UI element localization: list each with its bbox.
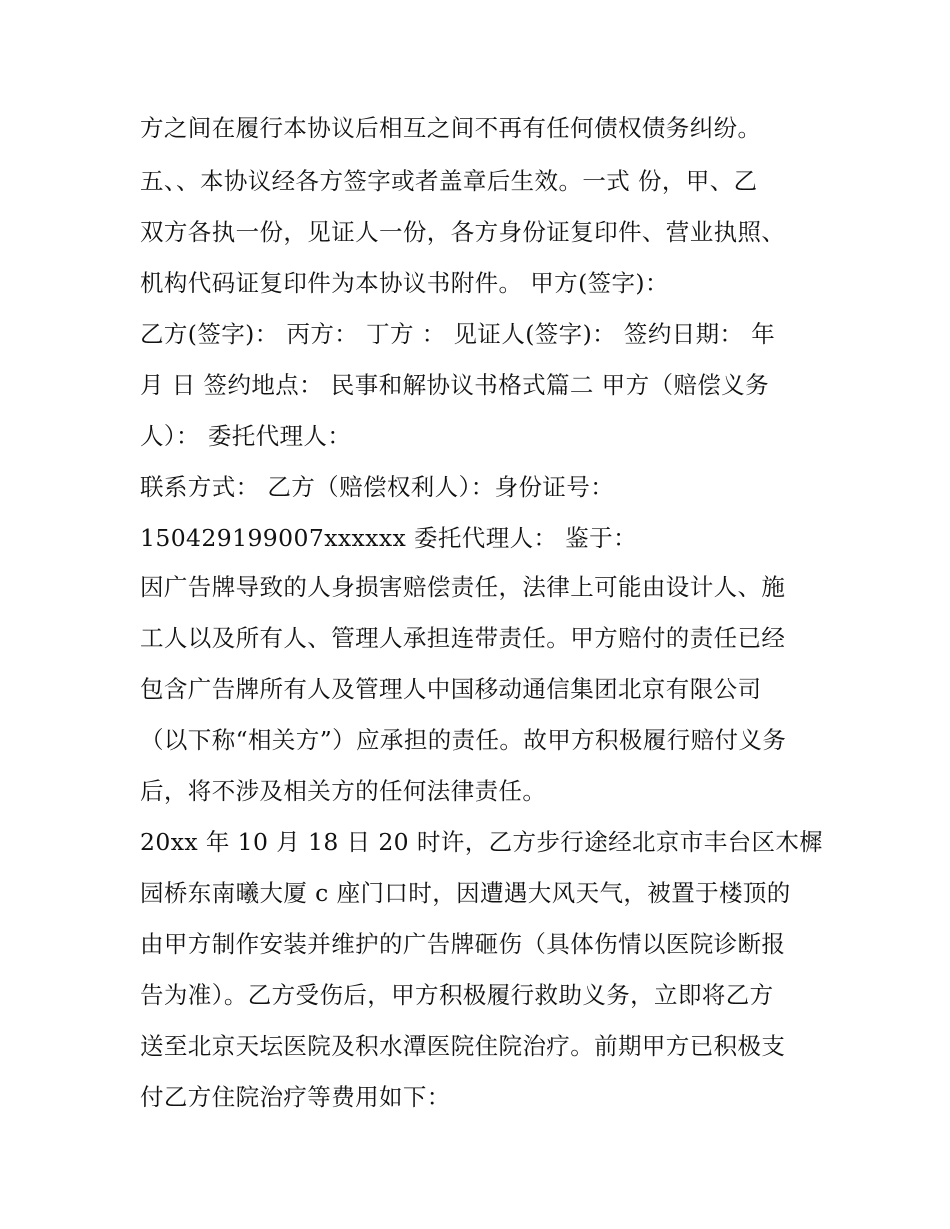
text-line: 机构代码证复印件为本协议书附件。 甲方(签字)： (140, 269, 669, 297)
text-line: 园桥东南曦大厦 c 座门口时，因遭遇大风天气，被置于楼顶的 (140, 879, 791, 907)
text-line: 人）： 委托代理人： (140, 422, 352, 450)
text-line: 因广告牌导致的人身损害赔偿责任，法律上可能由设计人、施 (140, 573, 786, 601)
text-line: 送至北京天坛医院及积水潭医院住院治疗。前期甲方已积极支 (140, 1032, 786, 1060)
text-line: 乙方(签字)： 丙方： 丁方 ： 见证人(签字)： 签约日期： 年 (140, 320, 776, 348)
text-line: 后，将不涉及相关方的任何法律责任。 (140, 777, 547, 805)
text-line: 联系方式： 乙方（赔偿权利人）：身份证号： (140, 473, 615, 501)
text-line: 包含广告牌所有人及管理人中国移动通信集团北京有限公司 (140, 675, 762, 703)
text-line: 双方各执一份，见证人一份，各方身份证复印件、营业执照、 (140, 218, 786, 246)
text-line: 五、、本协议经各方签字或者盖章后生效。一式 份，甲、乙 (140, 167, 758, 195)
text-line: 方之间在履行本协议后相互之间不再有任何债权债务纠纷。 (140, 114, 762, 142)
text-line: 20xx 年 10 月 18 日 20 时许，乙方步行途经北京市丰台区木樨 (140, 828, 824, 856)
text-line: 工人以及所有人、管理人承担连带责任。甲方赔付的责任已经 (140, 624, 786, 652)
text-line: 由甲方制作安装并维护的广告牌砸伤（具体伤情以医院诊断报 (140, 930, 786, 958)
text-line: 150429199007xxxxxx 委托代理人： 鉴于： (140, 524, 637, 552)
text-line: 付乙方住院治疗等费用如下： (140, 1083, 451, 1111)
text-line: 月 日 签约地点： 民事和解协议书格式篇二 甲方（赔偿义务 (140, 371, 769, 399)
text-line: （以下称“相关方”）应承担的责任。故甲方积极履行赔付义务 (140, 726, 787, 754)
text-line: 告为准）。乙方受伤后，甲方积极履行救助义务，立即将乙方 (140, 981, 774, 1009)
